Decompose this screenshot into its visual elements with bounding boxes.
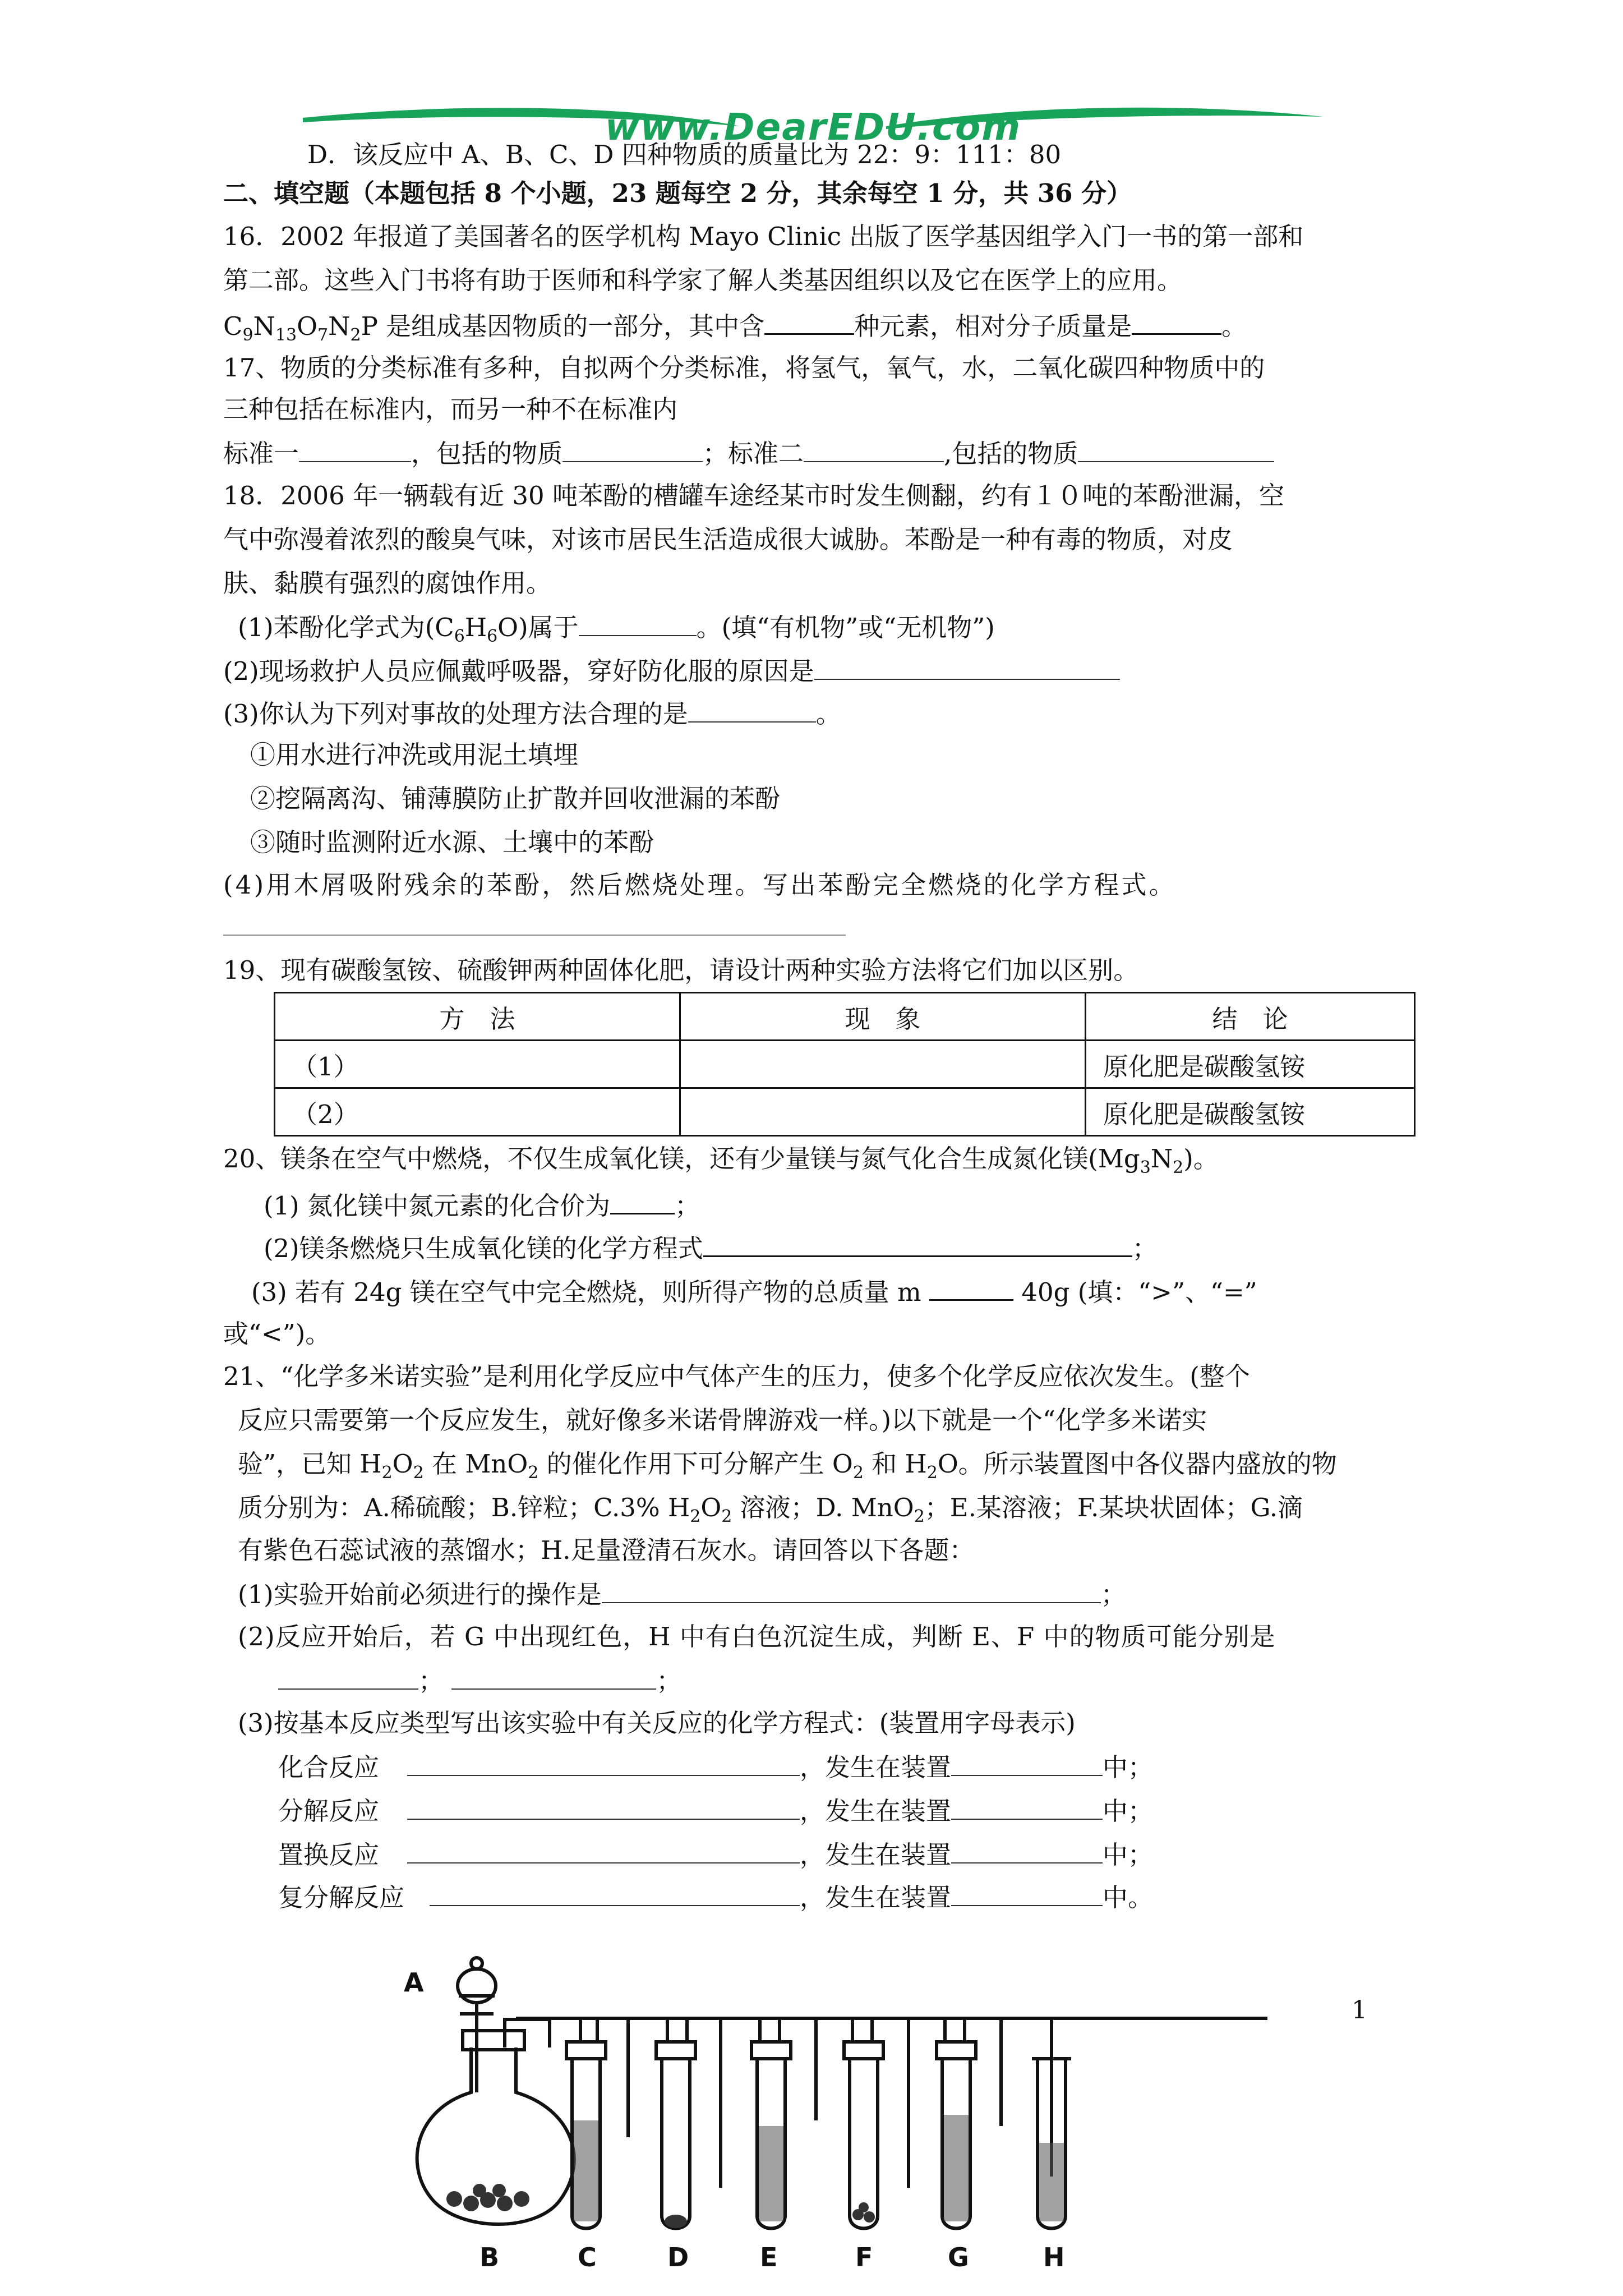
answer-blank[interactable] — [804, 435, 944, 462]
stopper-b — [463, 2031, 524, 2050]
q21-text-5: 有紫色石蕊试液的蒸馏水；H.足量澄清石灰水。请回答以下各题： — [238, 1535, 975, 1565]
method-table — [274, 992, 1415, 1137]
table-header-row — [275, 993, 1415, 1041]
table-row — [275, 1041, 1415, 1088]
q20-part1: (1) 氮化镁中氮元素的化合价为 ； — [264, 1187, 700, 1223]
q18-text-3: 肤、黏膜有强烈的腐蚀作用。 — [223, 568, 552, 598]
label-g: G — [948, 2242, 969, 2272]
answer-blank[interactable] — [562, 435, 703, 462]
q21-text-4: 质分别为：A.稀硫酸；B.锌粒；C.3% $H_2O_2$ 溶液；D. MnO$_2$；E.某溶液；F.某块状固体；G.滴 — [238, 1493, 1303, 1526]
answer-blank[interactable] — [579, 609, 697, 636]
answer-blank[interactable] — [1078, 435, 1274, 462]
table-cell: 原化肥是碳酸氢铵 — [1086, 1088, 1415, 1136]
q16-text-1: 16．2002 年报道了美国著名的医学机构 Mayo Clinic 出版了医学基因组学入门一书的第一部和 — [223, 222, 1304, 251]
label-b: B — [479, 2242, 500, 2272]
table-row — [275, 1088, 1415, 1136]
answer-blank[interactable] — [451, 1663, 656, 1690]
label-f: F — [855, 2242, 873, 2272]
section-title: 二、填空题（本题包括 8 个小题，23 题每空 2 分，其余每空 1 分，共 36 分） — [223, 178, 1132, 208]
answer-blank[interactable] — [278, 1663, 418, 1690]
answer-blank[interactable] — [703, 1230, 1132, 1257]
answer-blank[interactable] — [814, 653, 1120, 680]
table-cell: （1） — [275, 1041, 680, 1088]
q20-part2: (2)镁条燃烧只生成氧化镁的化学方程式 ； — [264, 1230, 1158, 1266]
table-cell[interactable] — [680, 1041, 1086, 1088]
answer-blank[interactable] — [407, 1793, 800, 1820]
test-tube-d — [656, 2042, 695, 2229]
answer-blank[interactable] — [951, 1837, 1103, 1864]
reaction-row-3: 置换反应 ，发生在装置 中； — [278, 1837, 1153, 1872]
answer-blank[interactable] — [951, 1879, 1103, 1906]
q18-text-2: 气中弥漫着浓烈的酸臭气味，对该市居民生活造成很大诚胁。苯酚是一种有毒的物质，对皮 — [223, 524, 1233, 554]
q17-text-2: 三种包括在标准内，而另一种不在标准内 — [223, 394, 678, 424]
q17-text-1: 17、物质的分类标准有多种，自拟两个分类标准，将氢气，氧气，水，二氧化碳四种物质中的 — [223, 353, 1265, 383]
q21-text-2: 反应只需要第一个反应发生，就好像多米诺骨牌游戏一样。)以下就是一个“化学多米诺实 — [238, 1405, 1207, 1435]
q20-text: 20、镁条在空气中燃烧，不仅生成氧化镁，还有少量镁与氮气化合生成氮化镁$(Mg_3N_2)$。 — [223, 1144, 1219, 1177]
q16-text-3: $C_9N_{13}O_7N_2P$ 是组成基因物质的一部分，其中含 种元素，相对分子质量是 。 — [223, 307, 1247, 343]
q16-text-2: 第二部。这些入门书将有助于医师和科学家了解人类基因组织以及它在医学上的应用。 — [223, 265, 1183, 295]
answer-blank[interactable] — [299, 435, 411, 462]
q20-part3-cont: 或“<”)。 — [223, 1319, 331, 1349]
table-header: 结 论 — [1086, 993, 1415, 1041]
label-e: E — [760, 2242, 778, 2272]
label-h: H — [1043, 2242, 1065, 2272]
answer-blank[interactable] — [602, 1576, 1101, 1603]
table-header: 方 法 — [275, 993, 680, 1041]
site-logo-text[interactable]: www.DearEDU.com — [605, 105, 1022, 149]
label-a: A — [404, 1967, 424, 1998]
answer-blank[interactable] — [951, 1749, 1103, 1776]
answer-blank[interactable] — [1132, 307, 1221, 335]
table-cell: 原化肥是碳酸氢铵 — [1086, 1041, 1415, 1088]
answer-blank[interactable] — [430, 1879, 800, 1906]
test-tube-f — [844, 2042, 883, 2229]
answer-blank[interactable] — [407, 1749, 800, 1776]
answer-line[interactable] — [223, 935, 846, 936]
q17-text-3: 标准一 ，包括的物质 ；标准二 ,包括的物质 — [223, 435, 1274, 471]
q18-part2: (2)现场救护人员应佩戴呼吸器，穿好防化服的原因是 — [223, 653, 1120, 688]
label-d: D — [667, 2242, 689, 2272]
label-c: C — [578, 2242, 597, 2272]
q21-part1: (1)实验开始前必须进行的操作是 ； — [238, 1576, 1126, 1612]
flask-b — [417, 2047, 574, 2224]
table-cell[interactable] — [680, 1088, 1086, 1136]
answer-blank[interactable] — [407, 1837, 800, 1864]
q20-part3: (3) 若有 24g 镁在空气中完全燃烧，则所得产物的总质量 m 40g (填：“>”、“=” — [251, 1273, 1257, 1309]
answer-blank[interactable] — [610, 1187, 675, 1214]
answer-blank[interactable] — [764, 307, 854, 335]
q18-option-2: ②挖隔离沟、铺薄膜防止扩散并回收泄漏的苯酚 — [250, 784, 781, 813]
q18-text-1: 18．2006 年一辆载有近 30 吨苯酚的槽罐车途经某市时发生侧翻，约有１０吨的苯酚泄漏，空 — [223, 481, 1284, 510]
table-header: 现 象 — [680, 993, 1086, 1041]
q18-part1: (1)苯酚化学式为$(C_6H_6O)$属于 。(填“有机物”或“无机物”) — [238, 609, 995, 645]
reaction-row-4: 复分解反应 ，发生在装置 中。 — [278, 1879, 1153, 1915]
q21-text-3: 验”，已知 $H_2O_2$ 在 MnO$_2$ 的催化作用下可分解产生 $O_2$ 和 $H_2O$。所示装置图中各仪器内盛放的物 — [238, 1449, 1337, 1483]
reaction-row-1: 化合反应 ，发生在装置 中； — [278, 1749, 1153, 1784]
q18-option-3: ③随时监测附近水源、土壤中的苯酚 — [250, 827, 654, 857]
answer-blank[interactable] — [929, 1273, 1013, 1301]
q21-part2: (2)反应开始后，若 G 中出现红色，H 中有白色沉淀生成，判断 E、F 中的物质可能分别是 — [238, 1622, 1276, 1651]
answer-blank[interactable] — [951, 1793, 1103, 1820]
table-cell: （2） — [275, 1088, 680, 1136]
q18-part3: (3)你认为下列对事故的处理方法合理的是 。 — [223, 696, 841, 731]
reaction-row-2: 分解反应 ，发生在装置 中； — [278, 1793, 1153, 1828]
q21-part2-blanks: ； ； — [278, 1663, 681, 1698]
domino-apparatus-figure — [393, 1952, 1380, 2277]
option-d: D．该反应中 A、B、C、D 四种物质的质量比为 22：9：111：80 — [307, 140, 1062, 169]
q21-part3: (3)按基本反应类型写出该实验中有关反应的化学方程式：(装置用字母表示) — [238, 1708, 1076, 1738]
q21-text-1: 21、“化学多米诺实验”是利用化学反应中气体产生的压力，使多个化学反应依次发生。(整个 — [223, 1361, 1250, 1391]
q18-part4: (4)用木屑吸附残余的苯酚，然后燃烧处理。写出苯酚完全燃烧的化学方程式。 — [223, 870, 1177, 900]
q18-option-1: ①用水进行冲洗或用泥土填埋 — [250, 740, 579, 770]
answer-blank[interactable] — [688, 696, 816, 723]
page-number: 1 — [1352, 1996, 1367, 2024]
q19-text: 19、现有碳酸氢铵、硫酸钾两种固体化肥，请设计两种实验方法将它们加以区别。 — [223, 955, 1139, 985]
